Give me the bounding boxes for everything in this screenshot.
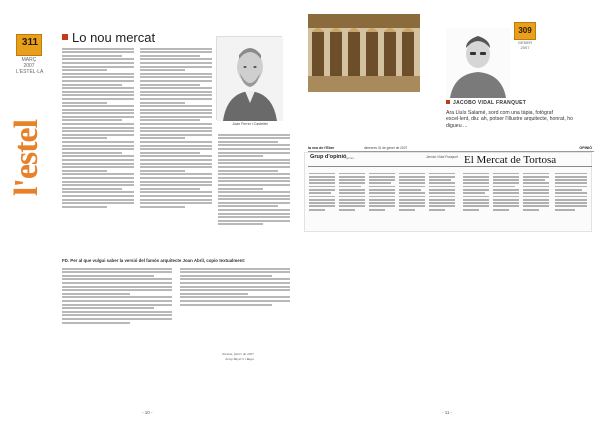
opinion-group-sub: · opinió · <box>344 156 356 160</box>
clipping-section: OPINIÓ <box>579 146 592 150</box>
building-icon <box>308 14 420 92</box>
fd-heading: FD. Per al que vulgui saber la versió del famós arquitecte Joan Abril, copio textualment: <box>62 258 246 263</box>
fd-column-1 <box>62 266 172 325</box>
fd-column-2 <box>180 266 290 307</box>
issue-number-badge-right: 309 <box>514 22 536 40</box>
article-column-3 <box>218 132 290 227</box>
clipping-publication: la veu de l'Ebre <box>308 146 335 150</box>
issue-date-right: GENER 2007 <box>517 40 533 50</box>
page-number-left: - 10 - <box>142 410 153 415</box>
clipping-author: Jacobo Vidal Franquet <box>426 155 458 159</box>
author-name: JACOBO VIDAL FRANQUET <box>446 100 526 106</box>
issue-date: MARÇ 2007 L'ESTEL·LA <box>16 57 44 75</box>
article-column-2 <box>140 46 212 209</box>
clipping-date: dimecres 31 de gener de 2007 <box>364 146 408 151</box>
building-photo <box>308 14 420 92</box>
portrait-icon <box>217 37 283 121</box>
clipping-divider <box>308 166 592 167</box>
author-portrait-icon <box>446 28 510 98</box>
author-photo <box>446 28 510 98</box>
signature: Tortosa, febrer de 2007 Josep Bayerri i Raga <box>222 352 254 361</box>
issue-number: 311 <box>21 37 39 48</box>
article-column-1 <box>62 46 134 209</box>
author-quote: Ara Lluís Salamé, sord com una tàpia, fotògraf excel·lent, diu: ah, potser l'illustre arquitecte, honrat, ho digueu ... <box>446 110 574 129</box>
opinion-group-label: Grup d'opinió <box>310 154 347 160</box>
article-title: Lo nou mercat <box>62 30 155 45</box>
portrait-photo <box>216 36 282 120</box>
page-number-right: - 11 - <box>442 410 453 415</box>
clipping-title: El Mercat de Tortosa <box>464 154 557 166</box>
brand-logo: l'estel <box>8 119 45 197</box>
portrait-caption: Joan Ferrer i Castellet <box>232 122 268 126</box>
issue-number-badge <box>16 34 42 56</box>
